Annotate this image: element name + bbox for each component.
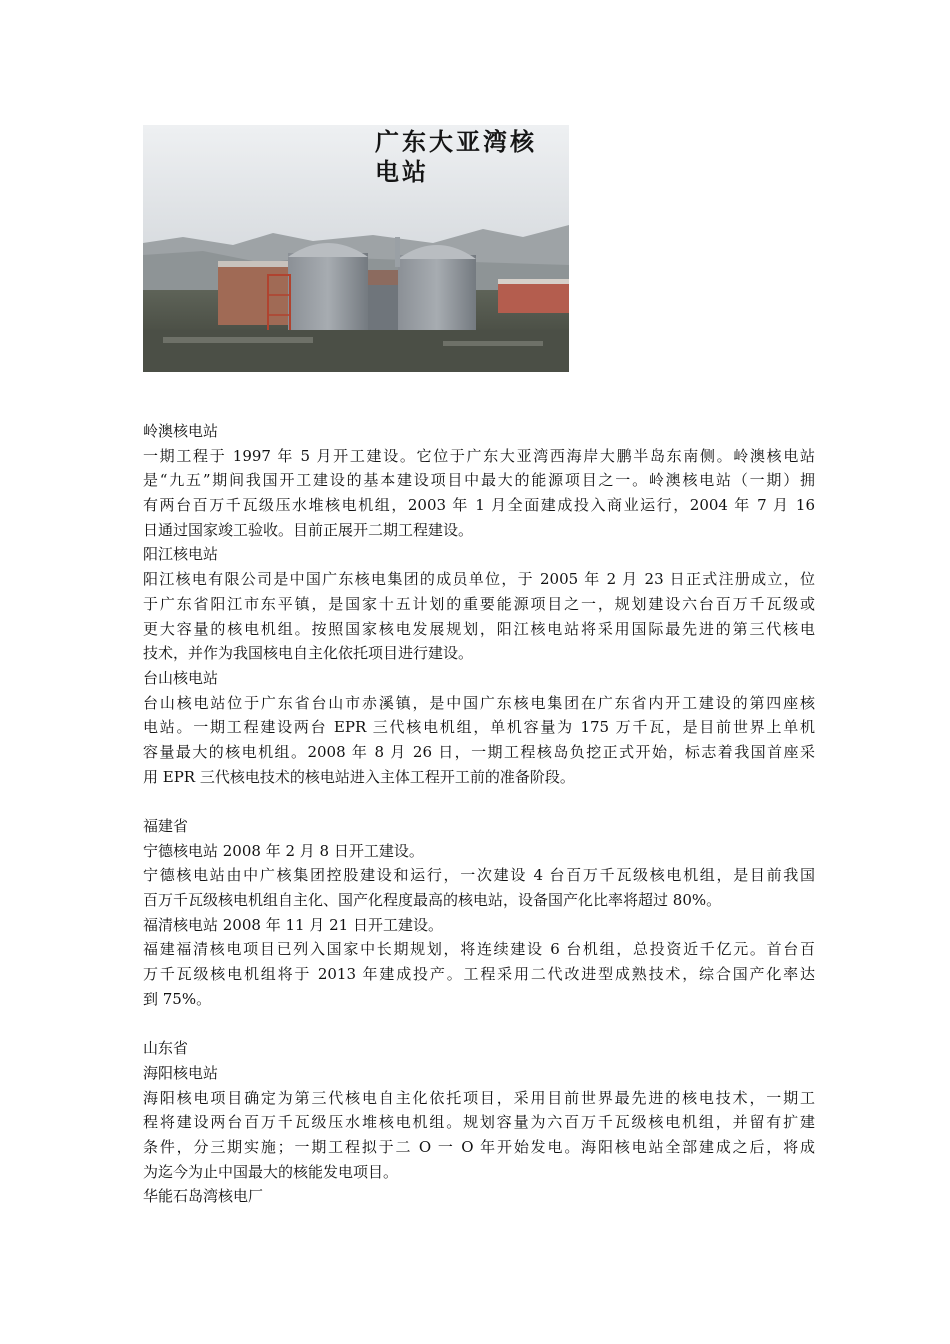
paragraph-line: 海阳核电项目确定为第三代核电自主化依托项目，采用目前世界最先进的核电技术，一期工 — [143, 1088, 815, 1107]
paragraph — [143, 691, 815, 790]
document-body — [143, 419, 815, 1209]
paragraph-line: 日通过国家竣工验收。目前正展开二期工程建设。 — [143, 520, 474, 539]
blank-line — [143, 789, 815, 814]
section-heading: 福建省 — [143, 817, 189, 835]
paragraph — [143, 444, 815, 543]
section-heading: 岭澳核电站 — [143, 422, 219, 440]
paragraph-line: 一期工程于 1997 年 5 月开工建设。它位于广东大亚湾西海岸大鹏半岛东南侧。岭澳核电站 — [143, 446, 815, 465]
paragraph-line: 容量最大的核电机组。2008 年 8 月 26 日，一期工程核岛负挖正式开始，标志着我国首座采 — [143, 742, 815, 761]
paragraph-line: 有两台百万千瓦级压水堆核电机组，2003 年 1 月全面建成投入商业运行，2004 年 7 月 16 — [143, 496, 815, 515]
paragraph — [143, 1086, 815, 1185]
section-heading: 阳江核电站 — [143, 545, 219, 564]
section-heading: 海阳核电站 — [143, 1063, 219, 1082]
section-heading: 华能石岛湾核电厂 — [143, 1187, 264, 1206]
paragraph-line: 条件，分三期实施；一期工程拟于二 O 一 O 年开始发电。海阳核电站全部建成之后，将成 — [143, 1137, 815, 1156]
paragraph-line: 技术，并作为我国核电自主化依托项目进行建设。 — [143, 644, 474, 663]
paragraph-line: 更大容量的核电机组。按照国家核电发展规划，阳江核电站将采用国际最先进的第三代核电 — [143, 619, 815, 638]
paragraph-line: 电站。一期工程建设两台 EPR 三代核电机组，单机容量为 175 万千瓦，是目前世界上单机 — [143, 718, 815, 737]
paragraph — [143, 863, 815, 912]
paragraph-line: 百万千瓦级核电机组自主化、国产化程度最高的核电站，设备国产化比率将超过 80%。 — [143, 891, 722, 910]
paragraph-line: 为迄今为止中国最大的核能发电项目。 — [143, 1162, 399, 1181]
photo-caption: 广东大亚湾核 电站 — [375, 127, 537, 186]
paragraph-line: 到 75%。 — [143, 989, 212, 1008]
paragraph-line: 是“九五”期间我国开工建设的基本建设项目中最大的能源项目之一。岭澳核电站（一期）拥 — [143, 471, 815, 490]
paragraph-line: 万千瓦级核电机组将于 2013 年建成投产。工程采用二代改进型成熟技术，综合国产化率达 — [143, 965, 815, 984]
paragraph-line: 宁德核电站由中广核集团控股建设和运行，一次建设 4 台百万千瓦级核电机组，是目前我国 — [143, 866, 815, 885]
section-heading: 山东省 — [143, 1039, 189, 1058]
paragraph — [143, 937, 815, 1011]
section-heading: 福清核电站 2008 年 11 月 21 日开工建设。 — [143, 915, 443, 934]
paragraph-line: 于广东省阳江市东平镇，是国家十五计划的重要能源项目之一，规划建设六台百万千瓦级或 — [143, 594, 815, 613]
paragraph-line: 福建福清核电项目已列入国家中长期规划，将连续建设 6 台机组，总投资近千亿元。首台百 — [143, 940, 815, 959]
section-heading: 宁德核电站 2008 年 2 月 8 日开工建设。 — [143, 841, 424, 860]
paragraph-line: 用 EPR 三代核电技术的核电站进入主体工程开工前的准备阶段。 — [143, 767, 575, 786]
blank-line — [143, 1012, 815, 1037]
paragraph-line: 台山核电站位于广东省台山市赤溪镇，是中国广东核电集团在广东省内开工建设的第四座核 — [143, 693, 815, 712]
paragraph-line: 程将建设两台百万千瓦级压水堆核电机组。规划容量为六百万千瓦级核电机组，并留有扩建 — [143, 1113, 815, 1132]
paragraph-line: 阳江核电有限公司是中国广东核电集团的成员单位，于 2005 年 2 月 23 日正式注册成立，位 — [143, 570, 815, 589]
nuclear-plant-photo — [143, 125, 569, 372]
section-heading: 台山核电站 — [143, 668, 219, 687]
paragraph — [143, 567, 815, 666]
